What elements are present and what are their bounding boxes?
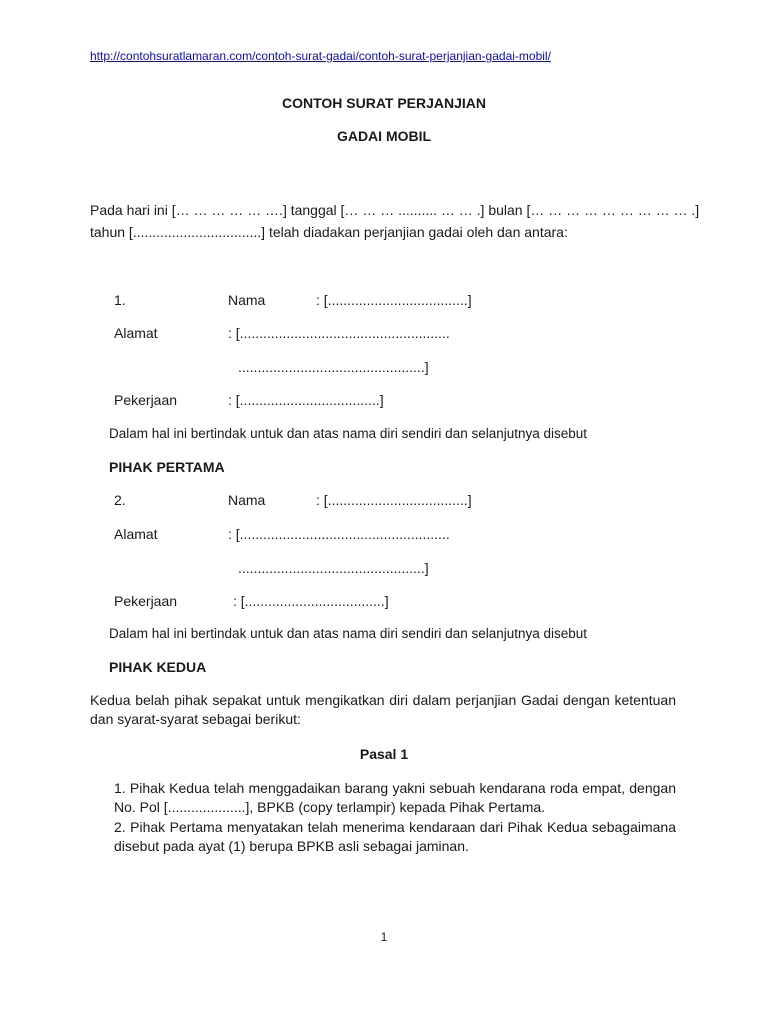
party-2-pekerjaan-value: : [....................................] xyxy=(233,593,389,609)
party-1-nama-value: : [....................................] xyxy=(316,292,472,308)
intro-line-2: tahun [.................................] telah diadakan perjanjian gadai oleh dan antara: xyxy=(90,224,568,240)
party-2-alamat-label: Alamat xyxy=(114,526,158,542)
source-url-link[interactable]: http://contohsuratlamaran.com/contoh-surat-gadai/contoh-surat-perjanjian-gadai-mobil/ xyxy=(90,49,551,63)
intro-line-1: Pada hari ini [… … … … … ….] tanggal [… … … .......... … … .] bulan [… … … … … … … … … .] xyxy=(90,202,700,218)
party-1-designation: PIHAK PERTAMA xyxy=(109,459,225,475)
party-2-number: 2. xyxy=(114,492,126,508)
party-1-alamat-value-2: ................................................] xyxy=(238,359,429,375)
party-1-alamat-label: Alamat xyxy=(114,325,158,341)
party-2-statement: Dalam hal ini bertindak untuk dan atas nama diri sendiri dan selanjutnya disebut xyxy=(109,626,588,641)
party-2-designation: PIHAK KEDUA xyxy=(109,659,207,675)
party-1-pekerjaan-label: Pekerjaan xyxy=(114,392,178,408)
party-2-nama-value: : [....................................] xyxy=(316,492,472,508)
document-subtitle: GADAI MOBIL xyxy=(336,128,432,144)
party-2-alamat-value-2: ................................................] xyxy=(238,560,429,576)
pasal-title: Pasal 1 xyxy=(359,746,409,762)
party-1-pekerjaan-value: : [....................................] xyxy=(228,392,384,408)
agreement-paragraph: Kedua belah pihak sepakat untuk mengikatkan diri dalam perjanjian Gadai dengan ketentuan dan syarat-syarat sebagai berikut: xyxy=(90,692,676,727)
document-title: CONTOH SURAT PERJANJIAN xyxy=(281,95,487,111)
party-2-pekerjaan-label: Pekerjaan xyxy=(114,593,178,609)
party-1-statement: Dalam hal ini bertindak untuk dan atas nama diri sendiri dan selanjutnya disebut xyxy=(109,426,588,441)
party-1-number: 1. xyxy=(114,292,126,308)
pasal-item-2: 2. Pihak Pertama menyatakan telah menerima kendaraan dari Pihak Kedua sebagaimana disebut pada ayat (1) berupa BPKB asli sebagai jaminan. xyxy=(114,819,676,854)
party-1-alamat-value-1: : [...................................................... xyxy=(228,325,450,341)
party-1-nama-label: Nama xyxy=(228,292,266,308)
pasal-item-1: 1. Pihak Kedua telah menggadaikan barang yakni sebuah kendarana roda empat, dengan No. Pol [....................], BPKB (copy terlampir) kepada Pihak Pertama. xyxy=(114,780,676,815)
party-2-nama-label: Nama xyxy=(228,492,266,508)
page-number: 1 xyxy=(380,930,388,944)
party-2-alamat-value-1: : [...................................................... xyxy=(228,526,450,542)
